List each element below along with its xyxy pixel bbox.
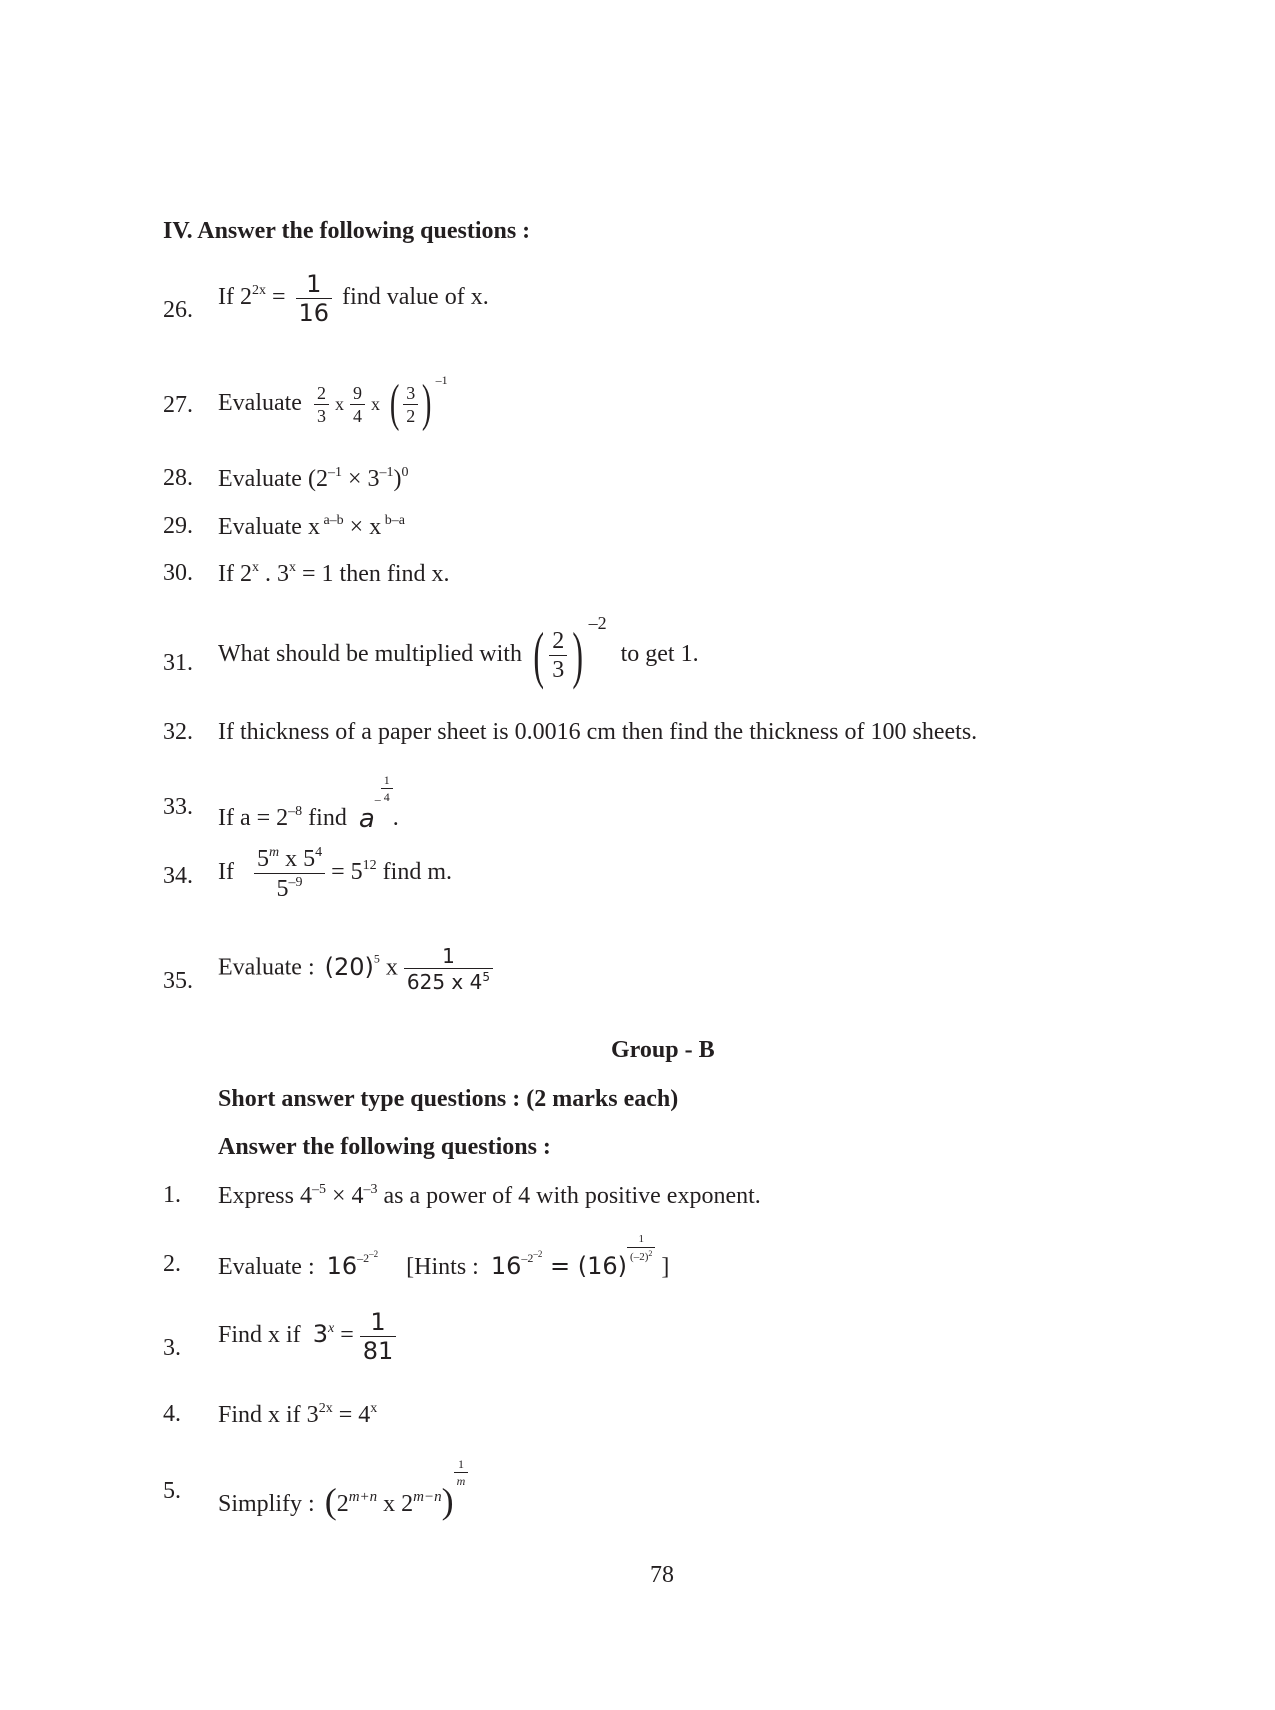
- question-number: 27.: [163, 392, 193, 418]
- question-number: 32.: [163, 719, 193, 745]
- question-31: What should be multiplied with ( $\frac{2}{3}$ ) $^{-2}$ to get 1.: [218, 613, 699, 691]
- page-number: 78: [650, 1562, 674, 1588]
- group-subtitle: Short answer type questions : (2 marks each): [218, 1086, 679, 1112]
- item-number: 5.: [163, 1478, 181, 1504]
- section-heading: IV. Answer the following questions :: [163, 218, 531, 244]
- question-number: 34.: [163, 863, 193, 889]
- question-number: 31.: [163, 650, 193, 676]
- question-34: If $\frac{5^m x 5^4}{5^{-9}}$ = $5^{12}$ find m.: [218, 845, 452, 902]
- question-number: 30.: [163, 560, 193, 586]
- question-27: Evaluate $\frac{2}{3}$ x $\frac{9}{4}$ x ( $\frac{3}{2}$ ) $^{-1}$: [218, 373, 448, 433]
- question-35: Evaluate : $(20)^5$ x $\frac{1}{625 x 4^5}$: [218, 946, 493, 992]
- group-b-item-4: Find x if $3^{2x} = 4^x$: [218, 1401, 378, 1428]
- question-number: 33.: [163, 794, 193, 820]
- group-instruction: Answer the following questions :: [218, 1134, 551, 1160]
- question-number: 26.: [163, 297, 193, 323]
- item-number: 1.: [163, 1182, 181, 1208]
- group-b-item-1: Express $4^{-5} \times 4^{-3}$ as a power of 4 with positive exponent.: [218, 1182, 761, 1209]
- question-33: If $a = 2^{-8}$ find a– $\frac{1}{4}$ .: [218, 773, 399, 834]
- question-26: If $2^{2x}$ = $\frac{1}{16}$ find value of x.: [218, 270, 489, 327]
- question-number: 28.: [163, 465, 193, 491]
- question-number: 29.: [163, 513, 193, 539]
- item-number: 4.: [163, 1401, 181, 1427]
- question-number: 35.: [163, 968, 193, 994]
- item-number: 2.: [163, 1251, 181, 1277]
- question-28: Evaluate $(2^{-1} \times 3^{-1})^0$: [218, 465, 409, 492]
- item-number: 3.: [163, 1335, 181, 1361]
- question-30: If 2$^x$ . $3^x = 1$ then find x.: [218, 560, 450, 587]
- question-29: Evaluate x $^{a-b}$ × x $^{b-a}$: [218, 513, 405, 540]
- group-b-item-3: Find x if $3^x$ = $\frac{1}{81}$: [218, 1310, 396, 1363]
- question-32: If thickness of a paper sheet is 0.0016 cm then find the thickness of 100 sheets.: [218, 719, 978, 745]
- group-title: Group - B: [611, 1037, 715, 1063]
- group-b-item-2: Evaluate : $16^{-2^{-2}}$ [Hints : $16^{-2^{-2}} = (16)$ $\frac{1}{(-2)^2}$ ]: [218, 1233, 670, 1280]
- group-b-item-5: Simplify : ($2_{m+n}$ x $2_{m-n}$) $\frac{1}{m}$: [218, 1458, 468, 1519]
